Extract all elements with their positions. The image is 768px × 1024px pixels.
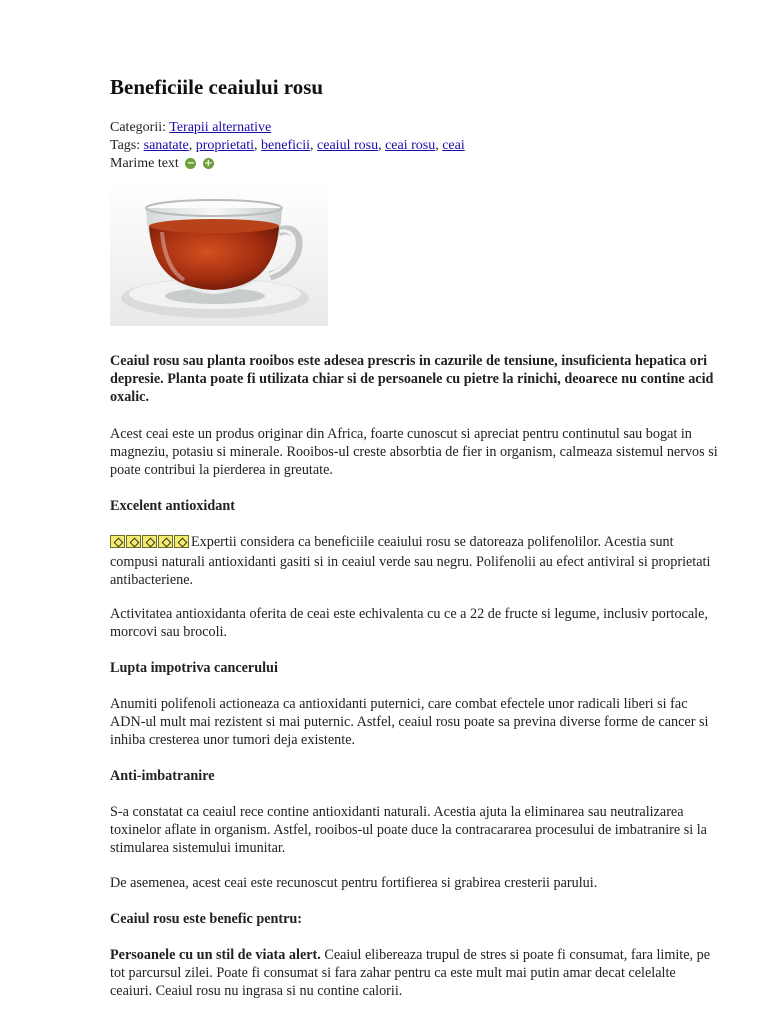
tag-link[interactable]: ceai [442,138,465,153]
tag-link[interactable]: ceaiul rosu [317,138,379,153]
tag-link[interactable]: proprietati [195,138,255,153]
star-icon[interactable] [158,535,173,548]
paragraph-lifestyle [110,946,720,1000]
category-link[interactable]: Terapii alternative [169,120,272,135]
star-icon[interactable] [126,535,141,548]
categories-label: Categorii: [110,120,166,135]
paragraph-origin: Acest ceai este un produs originar din Africa, foarte cunoscut si apreciat pentru continutul sau bogat in magneziu, potasiu si minerale. Rooibos-ul creste absorbtia de fier in organism, calmeaza sistemul nervos si poate contribui la pierderea in greutate. [110,426,718,478]
text-size-line [110,155,214,173]
intro-paragraph: Ceaiul rosu sau planta rooibos este adesea prescris in cazurile de tensiune, insuficienta hepatica ori depresie. Planta poate fi utilizata chiar si de persoanele cu pietre la rinichi, deoarece nu contine acid oxalic. [110,353,714,405]
star-icon[interactable] [174,535,189,548]
plus-circle-icon[interactable]: + [204,158,213,169]
paragraph-cancer: Anumiti polifenoli actioneaza ca antioxidanti puternici, care combat efectele unor radicali liberi si fac ADN-ul mult mai rezistent si mai puternic. Astfel, ceaiul rosu poate sa previna diverse forme de cancer si inhiba cresterea unor tumori deja existente. [110,696,709,748]
tags-line: Tags: sanatate, proprietati, beneficii, ceaiul rosu, ceai rosu, ceai [110,138,465,153]
paragraph-anti-aging: S-a constatat ca ceaiul rece contine antioxidanti naturali. Acestia ajuta la eliminarea sau neutralizarea toxinelor aflate in organism. Astfel, rooibos-ul poate duce la contracararea procesului de imbatranire si la stimularea sistemului imunitar. [110,804,707,856]
star-icon[interactable] [110,535,125,548]
star-icon[interactable] [142,535,157,548]
paragraph-activity: Activitatea antioxidanta oferita de ceai este echivalenta cu ce a 22 de fructe si legume, inclusiv portocale, morcovi sau brocoli. [110,606,708,640]
paragraph-polyphenols [110,533,720,589]
heading-anti-aging: Anti-imbatranire [110,768,215,784]
heading-benefic: Ceaiul rosu este benefic pentru: [110,911,303,927]
paragraph-lifestyle-lead: Persoanele cu un stil de viata alert. [110,947,321,963]
tag-link[interactable]: sanatate [143,138,189,153]
tags-label: Tags: [110,138,141,153]
tea-cup-image [110,180,328,326]
heading-cancer: Lupta impotriva cancerului [110,660,278,676]
tag-link[interactable]: ceai rosu [385,138,436,153]
article-title: Beneficiile ceaiului rosu [110,75,324,99]
paragraph-polyphenols-text: Expertii considera ca beneficiile ceaiului rosu se datoreaza polifenolilor. Acestia sunt compusi naturali antioxidanti gasiti si in ceaiul verde sau negru. Polifenolii au efect antiviral si proprietati antibacteriene. [110,534,711,588]
tag-link[interactable]: beneficii [261,138,311,153]
paragraph-hair: De asemenea, acest ceai este recunoscut pentru fortifierea si grabirea cresterii parului. [110,875,598,891]
heading-antioxidant: Excelent antioxidant [110,498,235,514]
paragraph-lifestyle-text: Ceaiul elibereaza trupul de stres si poate fi consumat, fara limite, pe tot parcursul zilei. Poate fi consumat si fara zahar pentru ca este mult mai putin amar decat celelalte ceaiuri. Ceaiul rosu nu ingrasa si nu contine calorii. [110,947,711,999]
text-size-label: Marime text [110,156,179,171]
rating-stars[interactable] [110,535,190,553]
minus-circle-icon[interactable]: − [186,158,195,169]
categories-line [110,119,271,137]
